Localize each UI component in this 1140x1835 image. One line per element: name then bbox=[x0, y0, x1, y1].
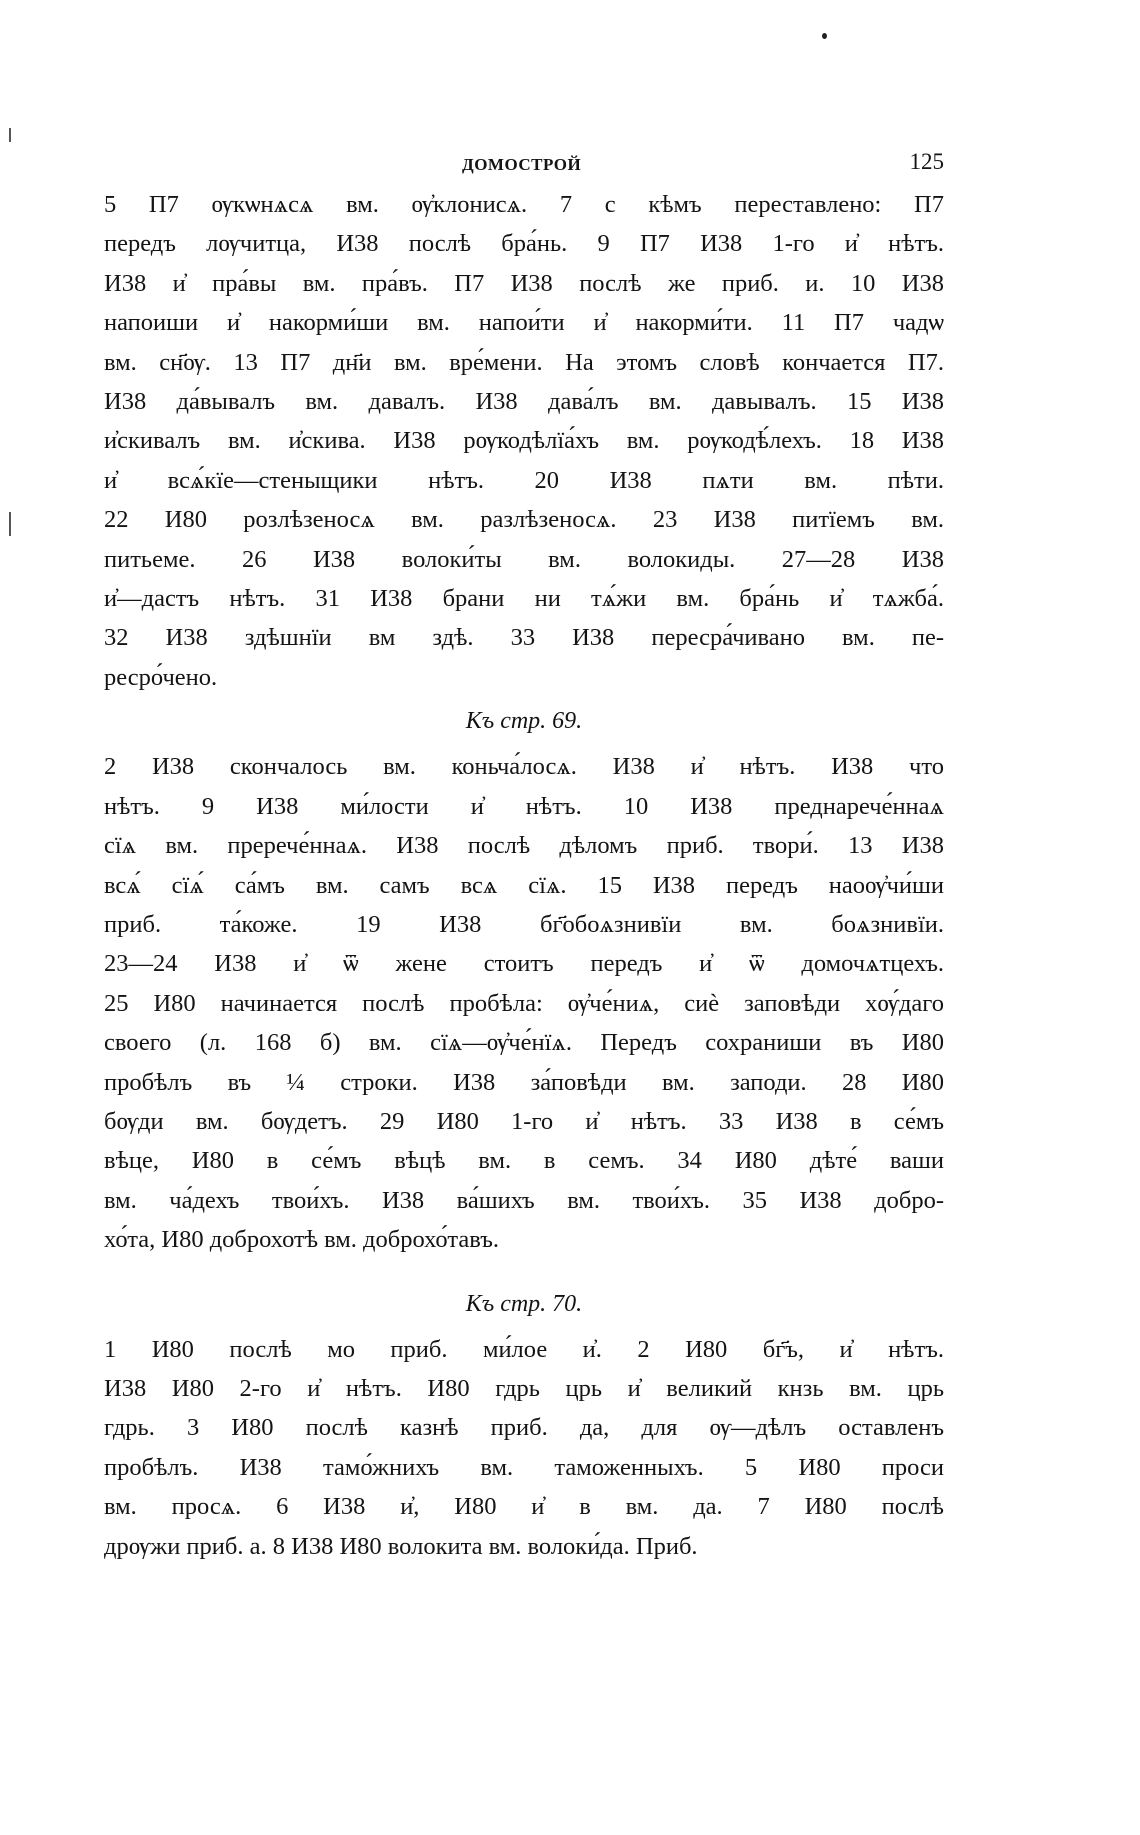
text-line: ресро́чено. bbox=[104, 663, 218, 691]
text-line: 32 И38 здѣшнїи вм здѣ. 33 И38 пересра́чивано вм. пе- bbox=[104, 624, 944, 652]
text-line: И38 И80 2-го и҆ нѣтъ. И80 гдрь црь и҆ великий кнзь вм. црь bbox=[104, 1374, 944, 1402]
text-line: сїѧ вм. пререче́ннаѧ. И38 послѣ дѣломъ приб. твори́. 13 И38 bbox=[104, 832, 944, 860]
running-title: ДОМОСТРОЙ bbox=[462, 155, 582, 174]
text-line: И38 и҆ пра́вы вм. пра́въ. П7 И38 послѣ же приб. и. 10 И38 bbox=[104, 269, 944, 297]
text-line: вѣце, И80 в се́мъ вѣцѣ вм. в семъ. 34 И80 дѣте́ ваши bbox=[104, 1147, 944, 1175]
text-line: приб. та́коже. 19 И38 бг҃обоѧзнивїи вм. боѧзнивїи. bbox=[104, 910, 944, 938]
book-page bbox=[104, 145, 944, 1566]
text-line: 1 И80 послѣ мо приб. ми́лое и҆. 2 И80 бг҃ъ, и҆ нѣтъ. bbox=[104, 1335, 944, 1363]
text-line: и҆скивалъ вм. и҆скива. И38 рѹкодѣлїа́хъ вм. рѹкодѣ́лехъ. 18 И38 bbox=[104, 427, 944, 455]
text-line: бѹди вм. бѹдетъ. 29 И80 1-го и҆ нѣтъ. 33 И38 в се́мъ bbox=[104, 1107, 944, 1135]
text-line: хо́та, И80 доброхотѣ вм. доброхо́тавъ. bbox=[104, 1226, 499, 1254]
text-line: 5 П7 ѹкѡнѧсѧ вм. ѹ҆клонисѧ. 7 с кѣмъ переставлено: П7 bbox=[104, 191, 944, 218]
text-line: дрѹжи приб. а. 8 И38 И80 волокита вм. волоки́да. Приб. bbox=[104, 1532, 698, 1560]
text-line: и҆ всѧ́кїе—стеныщики нѣтъ. 20 И38 пѧти вм. пѣти. bbox=[104, 466, 944, 494]
text-line: нѣтъ. 9 И38 ми́лости и҆ нѣтъ. 10 И38 преднарече́ннаѧ bbox=[104, 792, 944, 820]
text-line: гдрь. 3 И80 послѣ казнѣ приб. да, для ѹ—дѣлъ оставленъ bbox=[104, 1414, 944, 1442]
text-line: вм. просѧ. 6 И38 и҆, И80 и҆ в вм. да. 7 И80 послѣ bbox=[104, 1493, 944, 1521]
ink-dot bbox=[822, 33, 827, 39]
margin-mark bbox=[9, 512, 11, 536]
page-number: 125 bbox=[909, 149, 944, 174]
notes-block-page-69 bbox=[104, 747, 944, 1259]
text-line: И38 да́вывалъ вм. давалъ. И38 дава́лъ вм. давывалъ. 15 И38 bbox=[104, 388, 944, 416]
section-heading-page-70: Къ стр. 70. bbox=[465, 1290, 583, 1317]
section-heading-page-69: Къ стр. 69. bbox=[465, 708, 583, 735]
text-line: своего (л. 168 б) вм. сїѧ—ѹ҆че́нїѧ. Передъ сохраниши въ И80 bbox=[104, 1029, 944, 1057]
text-line: 2 И38 скончалось вм. коньча́лосѧ. И38 и҆ нѣтъ. И38 что bbox=[104, 753, 944, 781]
text-line: питьеме. 26 И38 волоки́ты вм. волокиды. 27—28 И38 bbox=[104, 545, 944, 573]
notes-block-page-70 bbox=[104, 1330, 944, 1566]
notes-block-continued bbox=[104, 185, 944, 697]
text-line: 25 И80 начинается послѣ пробѣла: ѹ҆че́ниѧ, сиѐ заповѣди хѹ́даго bbox=[104, 989, 944, 1017]
text-line: напоиши и҆ накорми́ши вм. напои́ти и҆ накорми́ти. 11 П7 чадѡ bbox=[104, 309, 944, 337]
text-line: вм. сн҃ѹ. 13 П7 дн҃и вм. вре́мени. На этомъ словѣ кончается П7. bbox=[104, 348, 944, 376]
margin-mark bbox=[9, 128, 11, 142]
text-line: 22 И80 розлѣзеносѧ вм. разлѣзеносѧ. 23 И38 питїемъ вм. bbox=[104, 506, 944, 534]
text-line: и҆—дастъ нѣтъ. 31 И38 брани ни тѧ́жи вм. бра́нь и҆ тѧжба́. bbox=[104, 585, 944, 613]
running-header bbox=[104, 145, 944, 185]
text-line: вм. ча́дехъ твои́хъ. И38 ва́шихъ вм. твои́хъ. 35 И38 добро- bbox=[104, 1186, 944, 1214]
text-line: 23—24 И38 и҆ ѿ жене стоитъ передъ и҆ ѿ домочѧтцехъ. bbox=[104, 950, 944, 978]
text-line: всѧ́ сїѧ́ са́мъ вм. самъ всѧ сїѧ. 15 И38 передъ наоѹ҆чи́ши bbox=[104, 871, 944, 899]
text-line: пробѣлъ въ ¼ строки. И38 за́повѣди вм. заподи. 28 И80 bbox=[104, 1068, 944, 1096]
text-line: пробѣлъ. И38 тамо́жнихъ вм. таможенныхъ. 5 И80 проси bbox=[104, 1453, 944, 1481]
text-line: передъ лѹчитца, И38 послѣ бра́нь. 9 П7 И38 1-го и҆ нѣтъ. bbox=[104, 230, 944, 258]
